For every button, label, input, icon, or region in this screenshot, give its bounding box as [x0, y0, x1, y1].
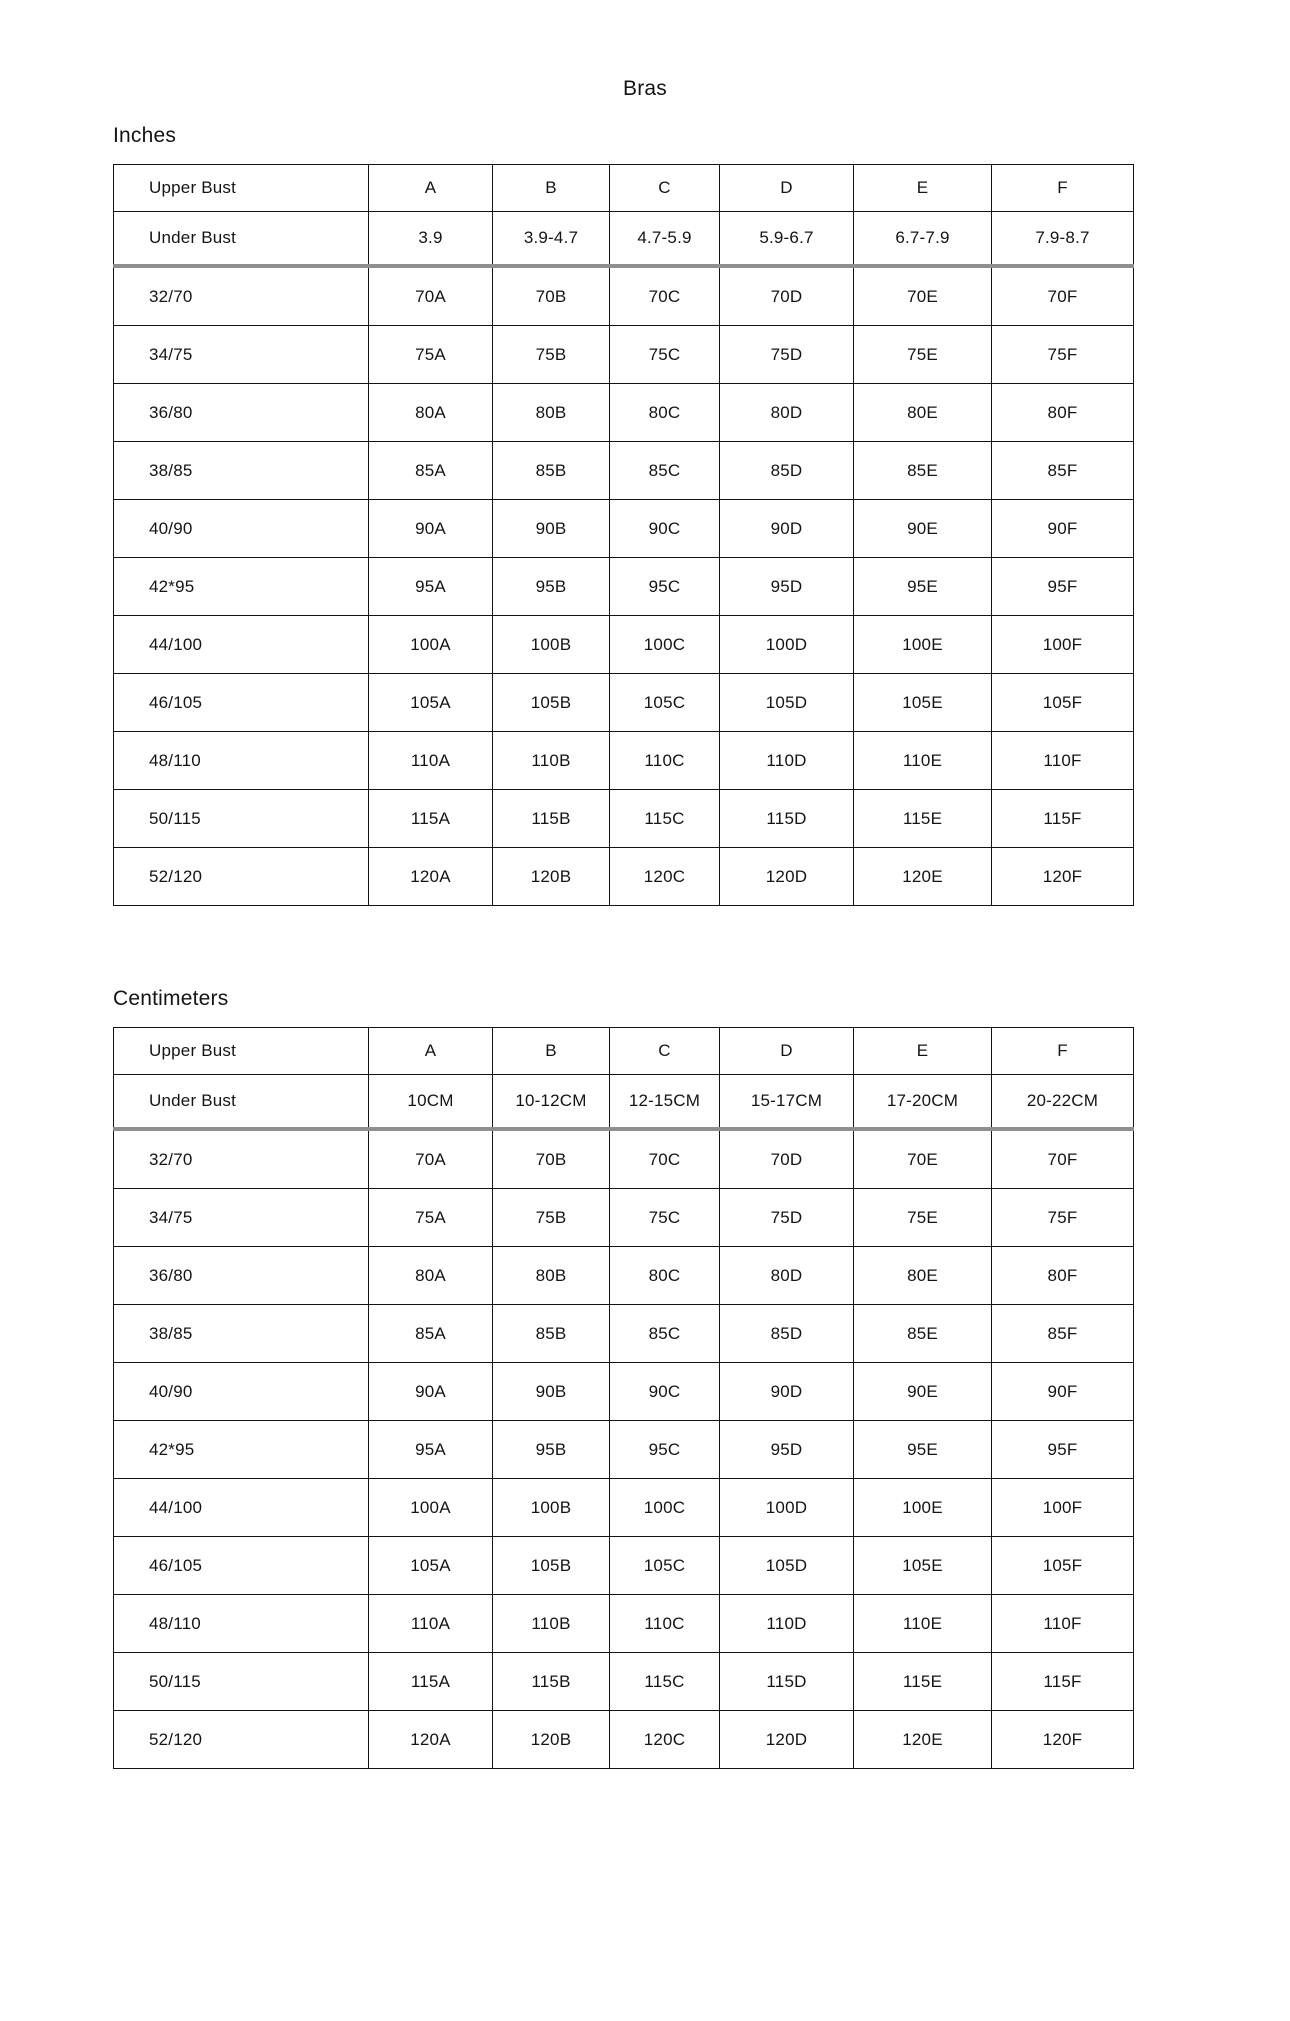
- size-row: [114, 616, 1134, 674]
- size-value-cell: 90C: [610, 500, 720, 558]
- cup-column-header-cell: A: [369, 1028, 493, 1075]
- size-row: [114, 674, 1134, 732]
- under-bust-value-cell: 3.9: [369, 212, 493, 267]
- size-value-cell: 90D: [720, 1363, 854, 1421]
- size-value-cell: 110A: [369, 732, 493, 790]
- centimeters-size-table: [113, 1027, 1134, 1769]
- size-value-cell: 70E: [854, 1129, 992, 1189]
- section-inches: [113, 123, 1133, 906]
- row-label-cell: 38/85: [114, 1305, 369, 1363]
- size-value-cell: 95E: [854, 1421, 992, 1479]
- size-value-cell: 120F: [992, 848, 1134, 906]
- size-row: [114, 1711, 1134, 1769]
- size-value-cell: 75A: [369, 1189, 493, 1247]
- size-value-cell: 120F: [992, 1711, 1134, 1769]
- row-label-cell: Under Bust: [114, 212, 369, 267]
- size-row: [114, 1189, 1134, 1247]
- size-value-cell: 110F: [992, 1595, 1134, 1653]
- size-value-cell: 105E: [854, 674, 992, 732]
- size-value-cell: 90A: [369, 500, 493, 558]
- size-value-cell: 100F: [992, 1479, 1134, 1537]
- size-value-cell: 115F: [992, 790, 1134, 848]
- size-value-cell: 70F: [992, 266, 1134, 326]
- size-value-cell: 90B: [493, 1363, 610, 1421]
- size-row: [114, 326, 1134, 384]
- size-value-cell: 110C: [610, 1595, 720, 1653]
- size-value-cell: 115B: [493, 790, 610, 848]
- row-label-cell: 44/100: [114, 616, 369, 674]
- size-row: [114, 500, 1134, 558]
- row-label-cell: 44/100: [114, 1479, 369, 1537]
- size-value-cell: 120C: [610, 1711, 720, 1769]
- row-label-cell: 50/115: [114, 1653, 369, 1711]
- size-row: [114, 1479, 1134, 1537]
- size-value-cell: 95C: [610, 1421, 720, 1479]
- size-value-cell: 110F: [992, 732, 1134, 790]
- row-label-cell: 38/85: [114, 442, 369, 500]
- size-value-cell: 90F: [992, 1363, 1134, 1421]
- inches-size-table: [113, 164, 1134, 906]
- size-value-cell: 85D: [720, 1305, 854, 1363]
- under-bust-value-cell: 15-17CM: [720, 1075, 854, 1130]
- size-value-cell: 115B: [493, 1653, 610, 1711]
- size-value-cell: 85C: [610, 442, 720, 500]
- size-row: [114, 1247, 1134, 1305]
- size-value-cell: 100E: [854, 1479, 992, 1537]
- size-value-cell: 95D: [720, 558, 854, 616]
- size-value-cell: 115E: [854, 1653, 992, 1711]
- size-value-cell: 110C: [610, 732, 720, 790]
- section-centimeters: [113, 986, 1133, 1769]
- row-label-cell: 50/115: [114, 790, 369, 848]
- size-value-cell: 70D: [720, 1129, 854, 1189]
- size-value-cell: 120D: [720, 848, 854, 906]
- size-value-cell: 90D: [720, 500, 854, 558]
- size-value-cell: 95B: [493, 558, 610, 616]
- size-value-cell: 100A: [369, 1479, 493, 1537]
- size-row: [114, 1421, 1134, 1479]
- size-value-cell: 105B: [493, 674, 610, 732]
- row-label-cell: 40/90: [114, 1363, 369, 1421]
- size-value-cell: 120B: [493, 848, 610, 906]
- size-value-cell: 90F: [992, 500, 1134, 558]
- size-row: [114, 442, 1134, 500]
- row-label-cell: 32/70: [114, 266, 369, 326]
- size-row: [114, 732, 1134, 790]
- row-label-cell: 34/75: [114, 1189, 369, 1247]
- size-value-cell: 70C: [610, 266, 720, 326]
- size-value-cell: 105B: [493, 1537, 610, 1595]
- size-value-cell: 80D: [720, 1247, 854, 1305]
- size-value-cell: 80A: [369, 1247, 493, 1305]
- row-label-cell: 48/110: [114, 732, 369, 790]
- size-value-cell: 120D: [720, 1711, 854, 1769]
- under-bust-value-cell: 10-12CM: [493, 1075, 610, 1130]
- size-value-cell: 95C: [610, 558, 720, 616]
- size-row: [114, 1129, 1134, 1189]
- size-value-cell: 70A: [369, 1129, 493, 1189]
- size-value-cell: 75E: [854, 1189, 992, 1247]
- size-value-cell: 115D: [720, 790, 854, 848]
- size-value-cell: 75F: [992, 326, 1134, 384]
- size-value-cell: 75E: [854, 326, 992, 384]
- size-value-cell: 110A: [369, 1595, 493, 1653]
- size-row: [114, 1653, 1134, 1711]
- size-value-cell: 115A: [369, 790, 493, 848]
- size-value-cell: 75F: [992, 1189, 1134, 1247]
- under-bust-value-cell: 17-20CM: [854, 1075, 992, 1130]
- cup-column-header-cell: F: [992, 1028, 1134, 1075]
- size-value-cell: 90B: [493, 500, 610, 558]
- size-value-cell: 70C: [610, 1129, 720, 1189]
- size-value-cell: 120A: [369, 848, 493, 906]
- under-bust-value-cell: 7.9-8.7: [992, 212, 1134, 267]
- row-label-cell: Upper Bust: [114, 165, 369, 212]
- size-value-cell: 120B: [493, 1711, 610, 1769]
- size-value-cell: 100C: [610, 616, 720, 674]
- size-value-cell: 75A: [369, 326, 493, 384]
- row-label-cell: 34/75: [114, 326, 369, 384]
- size-value-cell: 105E: [854, 1537, 992, 1595]
- size-value-cell: 70F: [992, 1129, 1134, 1189]
- size-row: [114, 790, 1134, 848]
- size-value-cell: 70A: [369, 266, 493, 326]
- page-title: Bras: [623, 77, 667, 100]
- size-value-cell: 120E: [854, 848, 992, 906]
- size-value-cell: 115E: [854, 790, 992, 848]
- row-label-cell: 42*95: [114, 558, 369, 616]
- under-bust-value-cell: 6.7-7.9: [854, 212, 992, 267]
- size-row: [114, 1537, 1134, 1595]
- size-value-cell: 75C: [610, 1189, 720, 1247]
- size-value-cell: 105A: [369, 674, 493, 732]
- size-value-cell: 70D: [720, 266, 854, 326]
- size-value-cell: 85C: [610, 1305, 720, 1363]
- cup-column-header-cell: B: [493, 1028, 610, 1075]
- size-value-cell: 115C: [610, 1653, 720, 1711]
- size-value-cell: 115F: [992, 1653, 1134, 1711]
- size-value-cell: 110D: [720, 732, 854, 790]
- size-value-cell: 100B: [493, 616, 610, 674]
- size-value-cell: 80F: [992, 384, 1134, 442]
- size-value-cell: 80F: [992, 1247, 1134, 1305]
- size-value-cell: 95F: [992, 1421, 1134, 1479]
- size-value-cell: 105D: [720, 1537, 854, 1595]
- column-header-row: [114, 165, 1134, 212]
- size-value-cell: 100F: [992, 616, 1134, 674]
- section-label-centimeters: Centimeters: [113, 987, 229, 1010]
- size-value-cell: 100B: [493, 1479, 610, 1537]
- row-label-cell: 42*95: [114, 1421, 369, 1479]
- size-value-cell: 120C: [610, 848, 720, 906]
- size-value-cell: 70E: [854, 266, 992, 326]
- under-bust-value-cell: 3.9-4.7: [493, 212, 610, 267]
- size-value-cell: 80A: [369, 384, 493, 442]
- size-value-cell: 75D: [720, 1189, 854, 1247]
- cup-column-header-cell: A: [369, 165, 493, 212]
- size-value-cell: 75D: [720, 326, 854, 384]
- row-label-cell: Under Bust: [114, 1075, 369, 1130]
- size-value-cell: 110E: [854, 732, 992, 790]
- size-value-cell: 85F: [992, 1305, 1134, 1363]
- size-value-cell: 100A: [369, 616, 493, 674]
- row-label-cell: 46/105: [114, 674, 369, 732]
- size-value-cell: 70B: [493, 1129, 610, 1189]
- under-bust-row: [114, 1075, 1134, 1130]
- size-value-cell: 70B: [493, 266, 610, 326]
- size-value-cell: 80B: [493, 384, 610, 442]
- row-label-cell: 52/120: [114, 848, 369, 906]
- size-value-cell: 105F: [992, 674, 1134, 732]
- size-value-cell: 95D: [720, 1421, 854, 1479]
- column-header-row: [114, 1028, 1134, 1075]
- size-row: [114, 266, 1134, 326]
- size-value-cell: 110D: [720, 1595, 854, 1653]
- size-value-cell: 105A: [369, 1537, 493, 1595]
- size-value-cell: 85A: [369, 442, 493, 500]
- row-label-cell: 48/110: [114, 1595, 369, 1653]
- cup-column-header-cell: B: [493, 165, 610, 212]
- under-bust-value-cell: 10CM: [369, 1075, 493, 1130]
- section-label-inches: Inches: [113, 124, 177, 147]
- size-value-cell: 105C: [610, 674, 720, 732]
- row-label-cell: 52/120: [114, 1711, 369, 1769]
- size-value-cell: 85B: [493, 442, 610, 500]
- cup-column-header-cell: D: [720, 1028, 854, 1075]
- cup-column-header-cell: F: [992, 165, 1134, 212]
- size-value-cell: 80C: [610, 1247, 720, 1305]
- cup-column-header-cell: C: [610, 1028, 720, 1075]
- size-value-cell: 85D: [720, 442, 854, 500]
- size-value-cell: 115D: [720, 1653, 854, 1711]
- cup-column-header-cell: D: [720, 165, 854, 212]
- size-value-cell: 120A: [369, 1711, 493, 1769]
- size-row: [114, 1595, 1134, 1653]
- size-value-cell: 110B: [493, 732, 610, 790]
- size-value-cell: 100E: [854, 616, 992, 674]
- row-label-cell: Upper Bust: [114, 1028, 369, 1075]
- size-value-cell: 85A: [369, 1305, 493, 1363]
- size-value-cell: 105C: [610, 1537, 720, 1595]
- size-value-cell: 100D: [720, 616, 854, 674]
- size-value-cell: 85F: [992, 442, 1134, 500]
- under-bust-row: [114, 212, 1134, 267]
- size-value-cell: 80E: [854, 384, 992, 442]
- size-value-cell: 80B: [493, 1247, 610, 1305]
- size-value-cell: 100D: [720, 1479, 854, 1537]
- size-row: [114, 1363, 1134, 1421]
- size-value-cell: 75C: [610, 326, 720, 384]
- size-value-cell: 115C: [610, 790, 720, 848]
- under-bust-value-cell: 12-15CM: [610, 1075, 720, 1130]
- size-value-cell: 105F: [992, 1537, 1134, 1595]
- size-value-cell: 85B: [493, 1305, 610, 1363]
- size-value-cell: 90E: [854, 500, 992, 558]
- size-value-cell: 90C: [610, 1363, 720, 1421]
- size-row: [114, 1305, 1134, 1363]
- size-row: [114, 384, 1134, 442]
- size-value-cell: 110B: [493, 1595, 610, 1653]
- row-label-cell: 46/105: [114, 1537, 369, 1595]
- size-value-cell: 120E: [854, 1711, 992, 1769]
- under-bust-value-cell: 20-22CM: [992, 1075, 1134, 1130]
- size-value-cell: 115A: [369, 1653, 493, 1711]
- row-label-cell: 36/80: [114, 384, 369, 442]
- size-value-cell: 80D: [720, 384, 854, 442]
- under-bust-value-cell: 5.9-6.7: [720, 212, 854, 267]
- size-value-cell: 95A: [369, 1421, 493, 1479]
- size-value-cell: 110E: [854, 1595, 992, 1653]
- size-value-cell: 90E: [854, 1363, 992, 1421]
- size-value-cell: 85E: [854, 1305, 992, 1363]
- size-value-cell: 75B: [493, 1189, 610, 1247]
- size-value-cell: 85E: [854, 442, 992, 500]
- size-value-cell: 75B: [493, 326, 610, 384]
- size-value-cell: 90A: [369, 1363, 493, 1421]
- size-value-cell: 80C: [610, 384, 720, 442]
- row-label-cell: 32/70: [114, 1129, 369, 1189]
- size-value-cell: 95F: [992, 558, 1134, 616]
- under-bust-value-cell: 4.7-5.9: [610, 212, 720, 267]
- row-label-cell: 40/90: [114, 500, 369, 558]
- size-value-cell: 105D: [720, 674, 854, 732]
- size-value-cell: 95E: [854, 558, 992, 616]
- row-label-cell: 36/80: [114, 1247, 369, 1305]
- cup-column-header-cell: E: [854, 165, 992, 212]
- cup-column-header-cell: C: [610, 165, 720, 212]
- size-row: [114, 558, 1134, 616]
- cup-column-header-cell: E: [854, 1028, 992, 1075]
- size-row: [114, 848, 1134, 906]
- size-value-cell: 100C: [610, 1479, 720, 1537]
- size-value-cell: 95A: [369, 558, 493, 616]
- size-value-cell: 80E: [854, 1247, 992, 1305]
- size-value-cell: 95B: [493, 1421, 610, 1479]
